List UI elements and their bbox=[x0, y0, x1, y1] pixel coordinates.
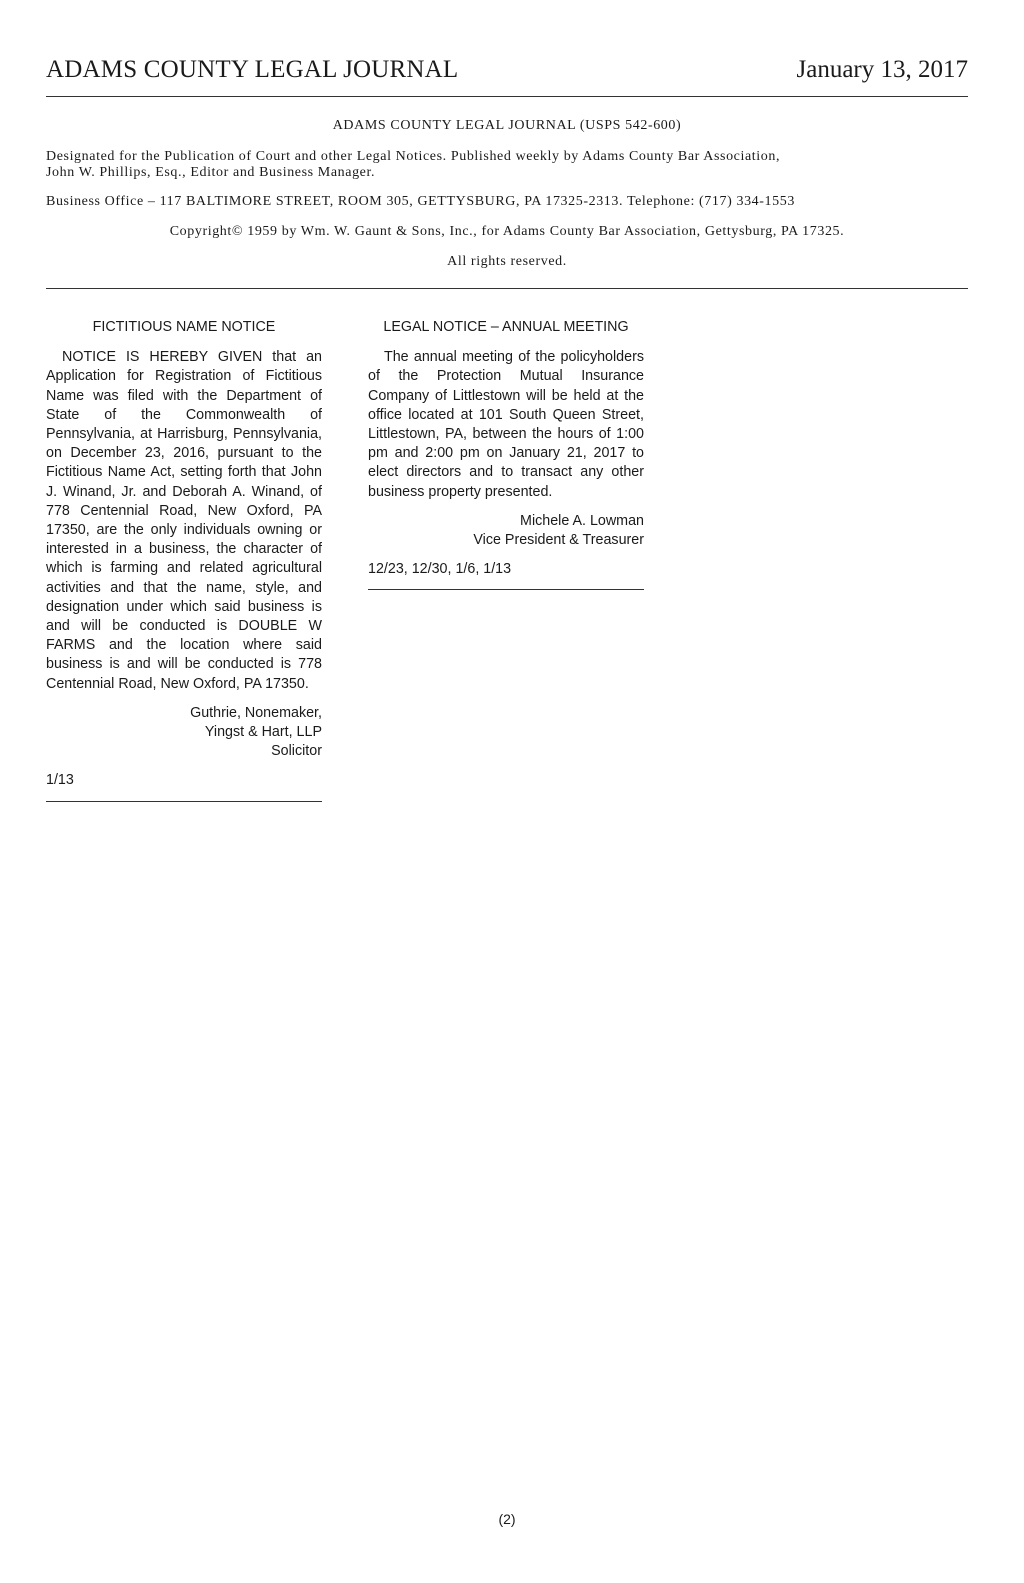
notice-body: NOTICE IS HEREBY GIVEN that an Application for Registration of Fictitious Name was filed with the Department of State of the Commonwealth of Pennsylvania, at Harrisburg, Pennsylvania, on December 23, 2016, pursuant to the Fictitious Name Act, setting forth that John J. Winand, Jr. and Deborah A. Winand, of 778 Centennial Road, New Oxford, PA 17350, are the only individuals owning or interested in a business, the character of which is farming and related agricultural activities and that the name, style, and designation under which said business is and will be conducted is DOUBLE W FARMS and the location where said business is and will be conducted is 778 Centennial Road, New Oxford, PA 17350. bbox=[46, 349, 322, 692]
rights-reserved: All rights reserved. bbox=[447, 254, 567, 269]
fictitious-name-notice bbox=[46, 318, 322, 802]
masthead-rule bbox=[46, 288, 968, 289]
notice-end-rule bbox=[368, 589, 644, 590]
notice-signature bbox=[368, 512, 644, 550]
signature-line: Michele A. Lowman bbox=[520, 512, 644, 529]
signature-line: Guthrie, Nonemaker, bbox=[190, 704, 322, 721]
publication-dates: 12/23, 12/30, 1/6, 1/13 bbox=[368, 561, 512, 578]
header-rule bbox=[46, 96, 968, 97]
masthead-designation bbox=[46, 149, 946, 181]
signature-line: Yingst & Hart, LLP bbox=[204, 724, 322, 741]
journal-title: ADAMS COUNTY LEGAL JOURNAL bbox=[46, 56, 459, 83]
notice-signature bbox=[46, 704, 322, 762]
publication-dates: 1/13 bbox=[46, 772, 74, 789]
masthead-designation-line2: John W. Phillips, Esq., Editor and Business Manager. bbox=[46, 165, 376, 180]
notice-body: The annual meeting of the policyholders of the Protection Mutual Insurance Company of Littlestown will be held at the office located at 101 South Queen Street, Littlestown, PA, between the hours of 1:00 pm and 2:00 pm on January 21, 2017 to elect directors and to transact any other business property presented. bbox=[368, 349, 644, 500]
notice-end-rule bbox=[46, 801, 322, 802]
signature-line: Solicitor bbox=[271, 743, 322, 760]
business-office: Business Office – 117 BALTIMORE STREET, ROOM 305, GETTYSBURG, PA 17325-2313. Telephone: (717) 334-1553 bbox=[46, 194, 795, 209]
copyright-notice: Copyright© 1959 by Wm. W. Gaunt & Sons, Inc., for Adams County Bar Association, Gettysburg, PA 17325. bbox=[169, 224, 845, 239]
running-header bbox=[46, 56, 968, 88]
signature-line: Vice President & Treasurer bbox=[473, 532, 644, 549]
notice-heading: LEGAL NOTICE – ANNUAL MEETING bbox=[383, 319, 629, 335]
issue-date: January 13, 2017 bbox=[796, 56, 968, 83]
page-number: (2) bbox=[498, 1511, 516, 1527]
notice-heading: FICTITIOUS NAME NOTICE bbox=[92, 319, 276, 335]
masthead-designation-line1: Designated for the Publication of Court and other Legal Notices. Published weekly by Adams County Bar Association, bbox=[46, 149, 781, 164]
masthead-title: ADAMS COUNTY LEGAL JOURNAL (USPS 542-600) bbox=[332, 118, 682, 133]
annual-meeting-notice bbox=[368, 318, 644, 590]
journal-page bbox=[46, 0, 968, 1583]
